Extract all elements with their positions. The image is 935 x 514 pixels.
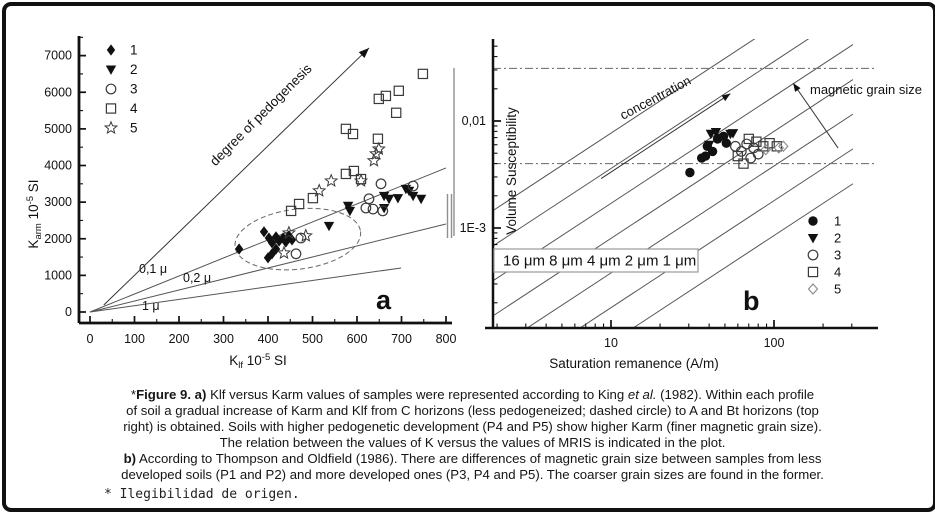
svg-text:magnetic grain size: magnetic grain size (810, 82, 922, 97)
svg-text:0: 0 (86, 332, 94, 346)
svg-text:1E-3: 1E-3 (459, 221, 486, 235)
svg-text:16 μm 8 μm 4 μm 2 μm 1 μm: 16 μm 8 μm 4 μm 2 μm 1 μm (503, 252, 697, 270)
figure-caption (64, 387, 881, 483)
plot-b-series-1 (685, 132, 731, 178)
svg-text:7000: 7000 (44, 48, 72, 63)
svg-text:4: 4 (834, 264, 842, 280)
svg-text:1 μ: 1 μ (142, 299, 160, 313)
svg-text:4000: 4000 (44, 158, 72, 173)
plot-a-legend (105, 43, 138, 136)
svg-text:3: 3 (130, 81, 138, 97)
svg-text:700: 700 (391, 332, 412, 346)
svg-text:1: 1 (130, 42, 138, 58)
svg-text:0,1 μ: 0,1 μ (139, 262, 168, 276)
svg-text:100: 100 (124, 332, 145, 346)
plot-a-axes (25, 36, 456, 371)
svg-text:degree of pedogenesis: degree of pedogenesis (206, 60, 315, 169)
svg-text:a: a (376, 285, 392, 315)
svg-text:3: 3 (834, 247, 842, 263)
svg-text:b: b (743, 286, 760, 316)
figure-footnote: * Ilegibilidad de origen. (104, 487, 300, 502)
svg-text:1000: 1000 (44, 268, 72, 283)
svg-text:2: 2 (834, 230, 842, 246)
svg-text:400: 400 (257, 332, 279, 346)
plot-a-panel-label (376, 285, 392, 315)
grain-size-label-box (494, 249, 698, 272)
svg-text:300: 300 (213, 332, 234, 346)
plot-a-annotations (90, 48, 446, 313)
svg-text:2: 2 (130, 62, 138, 77)
figure-frame (2, 2, 935, 512)
svg-text:100: 100 (763, 336, 785, 350)
figure-panels-svg (6, 6, 933, 384)
plot-b-panel-label (743, 286, 760, 316)
caption-line: right) is obtained. Soils with higher pedogenetic development (P4 and P5) show higher Karm (finer magnetic grain size). (123, 419, 822, 434)
svg-text:5: 5 (130, 120, 138, 136)
plot-a-series-2 (324, 185, 427, 231)
caption-line: *Figure 9. a) Klf versus Karm values of samples were represented according to King et al. (1982). Within each profile (130, 387, 815, 402)
pedogenesis-dashed-ellipse (231, 202, 364, 277)
caption-line: of soil a gradual increase of Karm and Klf from C horizons (less pedogeneized; dashed circle) to A and Bt horizons (top (126, 403, 819, 418)
caption-line: The relation between the values of K versus the values of MRIS is indicated in the plot. (219, 435, 726, 450)
svg-text:5: 5 (834, 281, 842, 297)
svg-text:Saturation remanence (A/m): Saturation remanence (A/m) (549, 356, 719, 371)
caption-line: b) According to Thompson and Oldfield (1986). There are differences of magnetic grain size between samples from less (123, 451, 822, 466)
svg-text:Volume Susceptibility: Volume Susceptibility (504, 107, 519, 235)
svg-text:800: 800 (435, 332, 457, 346)
caption-line: developed soils (P1 and P2) and more developed ones (P3, P4 and P5). The coarser grain sizes are found in the former. (121, 467, 824, 482)
svg-text:2000: 2000 (44, 231, 72, 246)
svg-text:concentration: concentration (617, 72, 694, 123)
svg-text:1: 1 (834, 213, 842, 229)
svg-text:0,2 μ: 0,2 μ (183, 271, 212, 285)
svg-text:500: 500 (302, 332, 323, 346)
svg-text:4: 4 (130, 101, 138, 116)
svg-text:0: 0 (65, 305, 72, 319)
svg-text:0,01: 0,01 (461, 114, 486, 128)
between-panel-scale-bars (448, 68, 455, 238)
svg-text:10: 10 (604, 336, 618, 350)
svg-text:600: 600 (346, 332, 368, 346)
plot-a-series-4 (287, 69, 428, 215)
svg-text:200: 200 (168, 332, 190, 346)
plot-b-arrows (601, 73, 922, 179)
svg-text:3000: 3000 (44, 195, 72, 210)
svg-text:6000: 6000 (44, 85, 72, 100)
svg-text:5000: 5000 (44, 121, 72, 136)
svg-text:Klf 10-5 SI: $K_{lf}$ $10^{-5}$ SI (229, 352, 287, 371)
plot-b-legend (808, 214, 841, 297)
svg-text:Karm 10-5 SI: $K_{arm}$ $10^{-5}$ SI (25, 179, 44, 249)
